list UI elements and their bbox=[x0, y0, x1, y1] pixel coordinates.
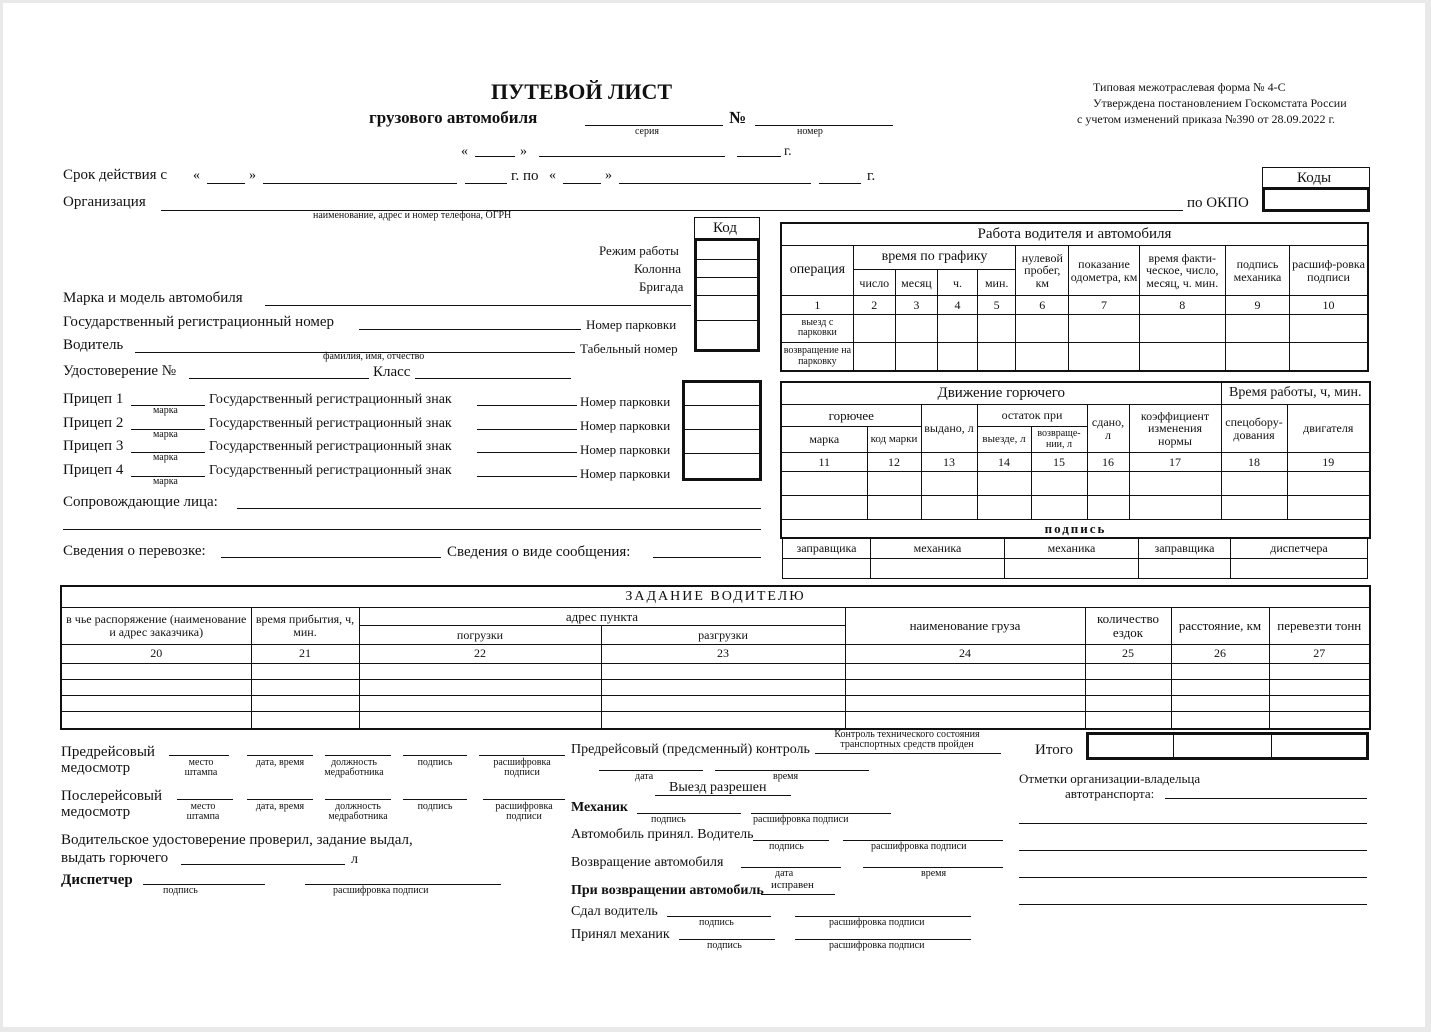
code-block-cells[interactable] bbox=[694, 238, 760, 352]
pre-caption-datetime: дата, время bbox=[255, 757, 305, 768]
zero-run-header: нулевой пробег, км bbox=[1016, 245, 1069, 296]
brigade-label: Бригада bbox=[639, 279, 684, 294]
actual-time-header: время факти-ческое, число, месяц, ч. мин. bbox=[1139, 245, 1225, 296]
fuel-table bbox=[780, 381, 1371, 539]
validity-from-year[interactable] bbox=[465, 183, 507, 184]
reg-sign-label: Государственный регистрационный знак bbox=[209, 463, 452, 478]
quote-close: » bbox=[520, 144, 527, 159]
codes-title: Коды bbox=[1297, 170, 1332, 186]
distance-header: расстояние, км bbox=[1171, 608, 1269, 645]
validity-to-year[interactable] bbox=[819, 183, 861, 184]
col-num: 16 bbox=[1087, 453, 1129, 471]
tons-header: перевезти тонн bbox=[1269, 608, 1370, 645]
license-field[interactable] bbox=[189, 378, 369, 379]
odometer-header: показание одометра, км bbox=[1069, 245, 1139, 296]
column-label: Колонна bbox=[634, 261, 682, 276]
tab-number-label: Табельный номер bbox=[580, 341, 678, 356]
work-table-title: Работа водителя и автомобиля bbox=[781, 223, 1368, 245]
brand-header: марка bbox=[781, 427, 867, 453]
signers-table bbox=[782, 538, 1368, 579]
post-caption-decode: расшифровка подписи bbox=[495, 801, 553, 822]
page-title: ПУТЕВОЙ ЛИСТ bbox=[491, 79, 673, 104]
escort-field-2[interactable] bbox=[63, 529, 761, 530]
pre-control-label: Предрейсовый (предсменный) контроль bbox=[571, 742, 810, 757]
form-note-line2: Утверждена постановлением Госкомстата России bbox=[1093, 96, 1347, 110]
col-num: 18 bbox=[1221, 453, 1287, 471]
parking-label: Номер парковки bbox=[580, 442, 671, 457]
year-suffix: г. bbox=[784, 144, 792, 159]
parking-label: Номер парковки bbox=[580, 418, 671, 433]
signer-fueler: заправщика bbox=[1139, 539, 1231, 559]
code-block-title: Код bbox=[713, 220, 737, 236]
mechanic-accepted-decode-caption: расшифровка подписи bbox=[829, 940, 925, 951]
col-num: 25 bbox=[1085, 644, 1171, 663]
mechanic-decode-caption: расшифровка подписи bbox=[753, 814, 849, 825]
handed-header: сдано, л bbox=[1087, 404, 1129, 453]
trailer-sign-field[interactable] bbox=[477, 452, 577, 453]
col-num: 21 bbox=[251, 644, 359, 663]
signer-mechanic: механика bbox=[871, 539, 1005, 559]
col-num: 19 bbox=[1287, 453, 1370, 471]
departure-row-label: выезд с парковки bbox=[781, 314, 853, 342]
driver-handed-sign-caption: подпись bbox=[699, 917, 734, 928]
transport-info-field[interactable] bbox=[221, 557, 441, 558]
page-subtitle: грузового автомобиля bbox=[369, 108, 538, 127]
owner-marks-field[interactable] bbox=[1165, 798, 1367, 799]
validity-to-month[interactable] bbox=[619, 183, 811, 184]
validity-to-label: г. по bbox=[511, 168, 539, 184]
mechanic-accepted-sign-caption: подпись bbox=[707, 940, 742, 951]
col-num: 1 bbox=[781, 296, 853, 314]
pre-control-time-caption: время bbox=[773, 771, 799, 782]
customer-header: в чье распоряжение (наименование и адрес заказчика) bbox=[61, 608, 251, 645]
task-table bbox=[60, 585, 1371, 730]
post-caption-stamp: место штампа bbox=[186, 801, 220, 822]
car-accepted-sign-caption: подпись bbox=[769, 841, 804, 852]
brand-caption: марка bbox=[153, 476, 178, 487]
okpo-code-box[interactable] bbox=[1262, 187, 1370, 212]
code-header: код марки bbox=[867, 427, 921, 453]
mechanic-label: Механик bbox=[571, 800, 628, 815]
col-num: 12 bbox=[867, 453, 921, 471]
trips-header: количество ездок bbox=[1085, 608, 1171, 645]
mech-sign-header: подпись механика bbox=[1225, 245, 1289, 296]
escort-label: Сопровождающие лица: bbox=[63, 494, 218, 510]
col-num: 15 bbox=[1031, 453, 1087, 471]
validity-label: Срок действия с bbox=[63, 167, 167, 183]
unloading-header: разгрузки bbox=[601, 626, 845, 644]
car-return-date-caption: дата bbox=[775, 868, 794, 879]
coef-header: коэффициент изменения нормы bbox=[1129, 404, 1221, 453]
reg-sign-label: Государственный регистрационный знак bbox=[209, 392, 452, 407]
series-caption: серия bbox=[635, 126, 659, 137]
parking-number-label: Номер парковки bbox=[586, 317, 677, 332]
class-field[interactable] bbox=[415, 378, 571, 379]
return-row-label: возвращение на парковку bbox=[781, 343, 853, 371]
form-note-line3: с учетом изменений приказа №390 от 28.09.2022 г. bbox=[1077, 112, 1336, 126]
date-day-field[interactable] bbox=[475, 156, 515, 157]
dispatcher-label: Диспетчер bbox=[61, 872, 133, 888]
special-header: спецобору-дования bbox=[1221, 404, 1287, 453]
number-caption: номер bbox=[797, 126, 823, 137]
class-label: Класс bbox=[373, 364, 411, 380]
col-num: 27 bbox=[1269, 644, 1370, 663]
trailer-sign-field[interactable] bbox=[477, 405, 577, 406]
trailer-label: Прицеп 2 bbox=[63, 415, 124, 431]
schedule-header: время по графику bbox=[853, 245, 1015, 269]
trailer-sign-field[interactable] bbox=[477, 476, 577, 477]
validity-from-month[interactable] bbox=[263, 183, 457, 184]
mechanic-sign-caption: подпись bbox=[651, 814, 686, 825]
driver-caption: фамилия, имя, отчество bbox=[323, 351, 425, 362]
validity-to-quote-close: » bbox=[605, 168, 612, 183]
pre-caption-sign: подпись bbox=[417, 757, 453, 768]
col-num: 24 bbox=[845, 644, 1085, 663]
on-return-label: При возвращении автомобиль bbox=[571, 883, 764, 898]
parking-label: Номер парковки bbox=[580, 394, 671, 409]
codes-header bbox=[1262, 167, 1370, 189]
brand-caption: марка bbox=[153, 452, 178, 463]
reg-number-label: Государственный регистрационный номер bbox=[63, 314, 335, 330]
owner-transport-label: автотранспорта: bbox=[1065, 786, 1155, 801]
brand-caption: марка bbox=[153, 405, 178, 416]
owner-marks-line-2[interactable] bbox=[1019, 823, 1367, 824]
pre-caption-decode: расшифровка подписи bbox=[493, 757, 551, 778]
validity-year: г. bbox=[867, 168, 876, 184]
work-mode-label: Режим работы bbox=[599, 243, 679, 258]
organization-caption: наименование, адрес и номер телефона, ОГРН bbox=[313, 210, 512, 221]
validity-quote-open: « bbox=[193, 168, 200, 183]
issued-header: выдано, л bbox=[921, 404, 977, 453]
col-num: 23 bbox=[601, 644, 845, 663]
pre-control-date-caption: дата bbox=[635, 771, 654, 782]
car-return-label: Возвращение автомобиля bbox=[571, 855, 724, 870]
give-fuel-field[interactable] bbox=[181, 864, 345, 865]
col-num: 3 bbox=[895, 296, 937, 314]
number-sign: № bbox=[729, 108, 747, 127]
waybill-sheet bbox=[3, 3, 1425, 1027]
message-info-label: Сведения о виде сообщения: bbox=[447, 544, 631, 560]
work-table bbox=[780, 222, 1369, 372]
dispatcher-sign-field[interactable] bbox=[143, 884, 265, 885]
col-num: 14 bbox=[977, 453, 1031, 471]
trailer-label: Прицеп 4 bbox=[63, 462, 124, 478]
schedule-min: мин. bbox=[978, 270, 1016, 296]
validity-to-day[interactable] bbox=[563, 183, 601, 184]
organization-label: Организация bbox=[63, 194, 146, 210]
col-num: 22 bbox=[359, 644, 601, 663]
car-return-time-caption: время bbox=[921, 868, 947, 879]
pre-caption-stamp: место штампа bbox=[184, 757, 218, 778]
pre-trip-label: Предрейсовый медосмотр bbox=[61, 744, 155, 776]
col-num: 8 bbox=[1139, 296, 1225, 314]
reg-number-field[interactable] bbox=[359, 329, 581, 330]
loading-header: погрузки bbox=[359, 626, 601, 644]
escort-field[interactable] bbox=[237, 508, 761, 509]
mechanic-accepted-label: Принял механик bbox=[571, 927, 670, 942]
col-num: 2 bbox=[853, 296, 895, 314]
col-num: 4 bbox=[937, 296, 977, 314]
decode-header: расшиф-ровка подписи bbox=[1290, 245, 1368, 296]
arrival-header: время прибытия, ч, мин. bbox=[251, 608, 359, 645]
col-num: 7 bbox=[1069, 296, 1139, 314]
driver-label: Водитель bbox=[63, 337, 124, 353]
departure-header: выезде, л bbox=[977, 427, 1031, 453]
reg-sign-label: Государственный регистрационный знак bbox=[209, 439, 452, 454]
signature-title: подпись bbox=[781, 520, 1370, 538]
date-month-field[interactable] bbox=[539, 156, 725, 157]
give-fuel-label: выдать горючего bbox=[61, 850, 169, 866]
okpo-label: по ОКПО bbox=[1187, 195, 1249, 211]
signer-mechanic: механика bbox=[1005, 539, 1139, 559]
trailer-label: Прицеп 3 bbox=[63, 438, 124, 454]
col-num: 11 bbox=[781, 453, 867, 471]
brand-caption: марка bbox=[153, 429, 178, 440]
dispatcher-decode-caption: расшифровка подписи bbox=[333, 885, 429, 896]
parking-label: Номер парковки bbox=[580, 466, 671, 481]
exit-allowed-label: Выезд разрешен bbox=[669, 780, 767, 795]
trailer-sign-field[interactable] bbox=[477, 429, 577, 430]
form-note-line1: Типовая межотраслевая форма № 4-С bbox=[1093, 80, 1286, 94]
license-checked-label: Водительское удостоверение проверил, задание выдал, bbox=[61, 832, 413, 848]
owner-marks-line-5[interactable] bbox=[1019, 904, 1367, 905]
validity-to-quote-open: « bbox=[549, 168, 556, 183]
post-caption-datetime: дата, время bbox=[255, 801, 305, 812]
col-num: 26 bbox=[1171, 644, 1269, 663]
transport-info-label: Сведения о перевозке: bbox=[63, 543, 206, 559]
code-block-header bbox=[694, 217, 760, 239]
schedule-month: месяц bbox=[895, 270, 937, 296]
quote-open: « bbox=[461, 144, 468, 159]
reg-sign-label: Государственный регистрационный знак bbox=[209, 416, 452, 431]
trailer-parking-cells[interactable] bbox=[682, 380, 762, 481]
col-num: 9 bbox=[1225, 296, 1289, 314]
validity-quote-close: » bbox=[249, 168, 256, 183]
trailer-label: Прицеп 1 bbox=[63, 391, 124, 407]
remain-header: остаток при bbox=[977, 404, 1087, 426]
engine-header: двигателя bbox=[1287, 404, 1370, 453]
total-label: Итого bbox=[1035, 742, 1073, 758]
validity-from-day[interactable] bbox=[207, 183, 245, 184]
address-header: адрес пункта bbox=[359, 608, 845, 626]
car-model-field[interactable] bbox=[265, 305, 691, 306]
post-caption-position: должность медработника bbox=[328, 801, 388, 822]
col-num: 20 bbox=[61, 644, 251, 663]
col-num: 10 bbox=[1290, 296, 1368, 314]
car-accepted-label: Автомобиль принял. Водитель bbox=[571, 827, 754, 842]
dispatcher-sign-caption: подпись bbox=[163, 885, 198, 896]
return-header: возвраще-нии, л bbox=[1031, 427, 1087, 453]
pre-caption-position: должность медработника bbox=[324, 757, 384, 778]
owner-marks-line-3[interactable] bbox=[1019, 850, 1367, 851]
owner-marks-line-4[interactable] bbox=[1019, 877, 1367, 878]
col-num: 5 bbox=[978, 296, 1016, 314]
date-year-field[interactable] bbox=[737, 156, 781, 157]
work-time-title: Время работы, ч, мин. bbox=[1221, 382, 1370, 404]
car-accepted-decode-caption: расшифровка подписи bbox=[871, 841, 967, 852]
task-title: ЗАДАНИЕ ВОДИТЕЛЮ bbox=[61, 586, 1370, 608]
serviceable-caption: исправен bbox=[771, 879, 814, 891]
fuel-header: горючее bbox=[781, 404, 921, 426]
car-model-label: Марка и модель автомобиля bbox=[63, 290, 243, 306]
schedule-day: число bbox=[853, 270, 895, 296]
col-num: 17 bbox=[1129, 453, 1221, 471]
col-num: 6 bbox=[1016, 296, 1069, 314]
operation-header: операция bbox=[781, 245, 853, 296]
schedule-hour: ч. bbox=[937, 270, 977, 296]
cargo-header: наименование груза bbox=[845, 608, 1085, 645]
tech-state-caption: Контроль технического состояния транспортных средств пройден bbox=[834, 729, 980, 750]
post-caption-sign: подпись bbox=[417, 801, 453, 812]
owner-marks-label: Отметки организации-владельца bbox=[1019, 771, 1201, 786]
signer-fueler: заправщика bbox=[783, 539, 871, 559]
message-info-field[interactable] bbox=[653, 557, 761, 558]
driver-handed-label: Сдал водитель bbox=[571, 904, 658, 919]
license-label: Удостоверение № bbox=[63, 363, 177, 379]
total-cells[interactable] bbox=[1086, 732, 1369, 760]
col-num: 13 bbox=[921, 453, 977, 471]
number-field[interactable] bbox=[755, 125, 893, 126]
fuel-table-title: Движение горючего bbox=[781, 382, 1221, 404]
liters-label: л bbox=[351, 852, 358, 867]
driver-handed-decode-caption: расшифровка подписи bbox=[829, 917, 925, 928]
signer-dispatcher: диспетчера bbox=[1231, 539, 1368, 559]
post-trip-label: Послерейсовый медосмотр bbox=[61, 788, 163, 820]
